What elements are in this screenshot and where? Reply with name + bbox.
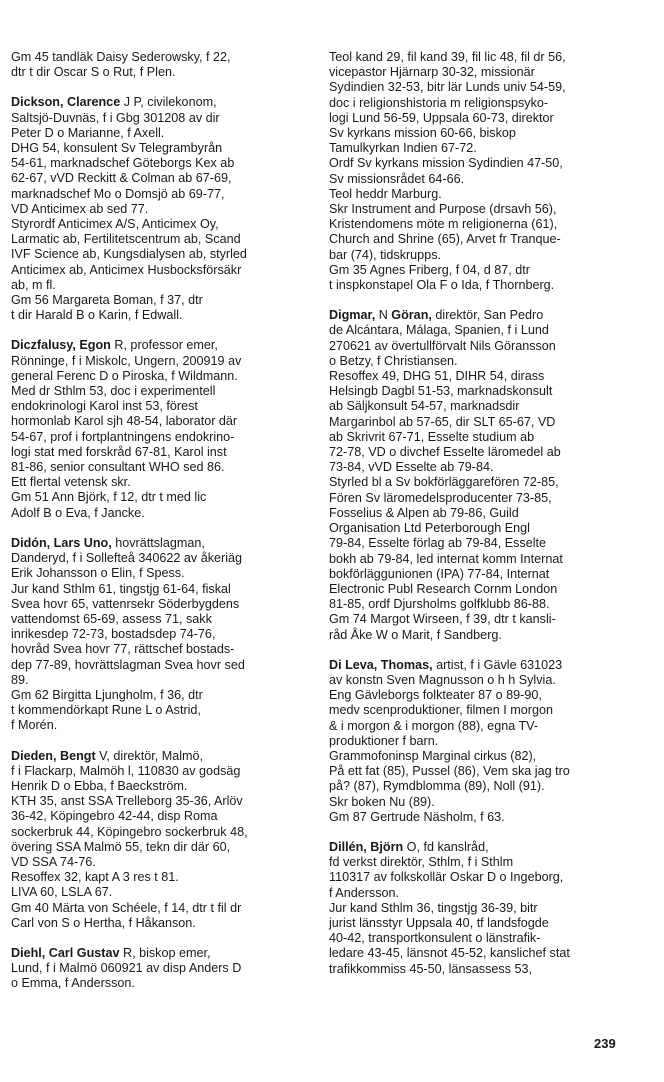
text-line <box>329 901 629 916</box>
entry-text: artist, f i Gävle 631023 <box>432 657 563 672</box>
entry-text: Organisation Ltd Peterborough Engl <box>329 521 530 536</box>
text-line <box>329 506 629 521</box>
text-line <box>329 779 629 794</box>
text-line <box>329 202 629 217</box>
text-line <box>329 399 629 414</box>
entry-text: Saltsjö-Duvnäs, f i Gbg 301208 av dir <box>11 110 220 125</box>
text-line <box>11 460 311 475</box>
entry-text: bar (74), tidskrupps. <box>329 247 441 262</box>
text-line <box>11 840 311 855</box>
text-line <box>11 490 311 505</box>
text-line <box>329 354 629 369</box>
text-line <box>329 141 629 156</box>
text-line <box>11 247 311 262</box>
text-line <box>11 809 311 824</box>
entry-text: Henrik D o Ebba, f Baeckström. <box>11 778 188 793</box>
entry-text: f Andersson. <box>329 885 400 900</box>
entry-text: Church and Shrine (65), Arvet fr Tranque- <box>329 232 561 247</box>
entry-text: jurist länsstyr Uppsala 40, tf landsfogde <box>329 915 549 930</box>
entry-text: 36-42, Köpingebro 42-44, disp Roma <box>11 809 218 824</box>
entry-text: o Emma, f Andersson. <box>11 976 135 991</box>
text-line <box>329 886 629 901</box>
text-line <box>329 946 629 961</box>
text-line <box>11 551 311 566</box>
entry-text: Helsingb Dagbl 51-53, marknadskonsult <box>329 384 553 399</box>
text-line <box>329 50 629 65</box>
text-line <box>11 156 311 171</box>
text-line <box>329 688 629 703</box>
entry-text: Gm 45 tandläk Daisy Sederowsky, f 22, <box>11 50 231 64</box>
entry-text: Teol heddr Marburg. <box>329 186 442 201</box>
text-line <box>11 566 311 581</box>
text-line <box>329 65 629 80</box>
entry-text: DHG 54, konsulent Sv Telegrambyrån <box>11 141 223 156</box>
entry-text: Styrordf Anticimex A/S, Anticimex Oy, <box>11 217 219 232</box>
entry-text: 54-67, prof i fortplantningens endokrino- <box>11 429 235 444</box>
biography-entry <box>329 50 629 293</box>
biography-entry <box>11 536 311 734</box>
entry-text: 89. <box>11 672 29 687</box>
entry-text: Danderyd, f i Sollefteå 340622 av åkeriäg <box>11 551 243 566</box>
entry-text: ab Skrivrit 67-71, Esselte studium ab <box>329 429 535 444</box>
entry-text: Carl von S o Hertha, f Håkanson. <box>11 915 196 930</box>
entry-text: fd verkst direktör, Sthlm, f i Sthlm <box>329 855 514 870</box>
text-line <box>329 673 629 688</box>
biography-entry <box>329 840 629 977</box>
text-line <box>11 688 311 703</box>
entry-text: logi stat med forskråd 67-81, Karol inst <box>11 444 227 459</box>
text-line <box>11 506 311 521</box>
entry-text: de Alcántara, Málaga, Spanien, f i Lund <box>329 323 549 338</box>
entry-text: t kommendörkapt Rune L o Astrid, <box>11 703 201 718</box>
text-line <box>329 552 629 567</box>
text-line <box>11 217 311 232</box>
biography-entry <box>11 338 311 520</box>
text-line <box>329 931 629 946</box>
text-line <box>329 156 629 171</box>
text-line <box>329 111 629 126</box>
entry-text: ab, m fl. <box>11 277 56 292</box>
text-line <box>11 855 311 870</box>
text-line <box>11 703 311 718</box>
text-line <box>11 976 311 991</box>
entry-text: O, fd kanslråd, <box>403 839 489 854</box>
entry-text: dep 77-89, hovrättslagman Svea hovr sed <box>11 657 245 672</box>
text-line <box>11 278 311 293</box>
text-line <box>11 65 311 80</box>
entry-text: Skr boken Nu (89). <box>329 794 435 809</box>
entry-text: direktör, San Pedro <box>431 308 544 323</box>
text-line <box>329 612 629 627</box>
entry-text: f Morén. <box>11 718 58 733</box>
entry-text: 79-84, Esselte förlag ab 79-84, Esselte <box>329 536 547 551</box>
text-line <box>11 658 311 673</box>
entry-text: Erik Johansson o Elin, f Spess. <box>11 566 185 581</box>
entry-text: Sv kyrkans mission 60-66, biskop <box>329 126 516 141</box>
entry-text: övering SSA Malmö 55, tekn dir där 60, <box>11 839 231 854</box>
entry-text: På ett fat (85), Pussel (86), Vem ska jag tro <box>329 764 570 779</box>
text-line <box>11 764 311 779</box>
text-line <box>11 901 311 916</box>
entry-text: bokh ab 79-84, led internat komm Internat <box>329 551 563 566</box>
biography-entry <box>11 95 311 323</box>
text-line <box>11 779 311 794</box>
text-line <box>11 202 311 217</box>
text-line <box>329 80 629 95</box>
entry-text: Jur kand Sthlm 61, tingstjg 61-64, fiskal <box>11 581 231 596</box>
entry-text: & i morgon & i morgon (88), egna TV- <box>329 718 539 733</box>
left-column <box>11 50 311 1007</box>
entry-text: Resoffex 49, DHG 51, DIHR 54, dirass <box>329 369 545 384</box>
text-line <box>329 278 629 293</box>
entry-text: logi Lund 56-59, Uppsala 60-73, direktor <box>329 110 554 125</box>
entry-text: doc i religionshistoria m religionspsyko- <box>329 95 549 110</box>
entry-text: produktioner f barn. <box>329 733 439 748</box>
entry-text: VD Anticimex ab sed 77. <box>11 201 149 216</box>
text-line <box>329 248 629 263</box>
entry-text: Lund, f i Malmö 060921 av disp Anders D <box>11 961 242 976</box>
text-line <box>329 810 629 825</box>
text-line <box>329 734 629 749</box>
entry-text: Ordf Sv kyrkans mission Sydindien 47-50, <box>329 156 563 171</box>
entry-text: Adolf B o Eva, f Jancke. <box>11 505 145 520</box>
entry-text: f i Flackarp, Malmöh l, 110830 av godsäg <box>11 763 241 778</box>
entry-text: ab Säljkonsult 54-57, marknadsdir <box>329 399 520 414</box>
text-line <box>11 263 311 278</box>
entry-text: 72-78, VD o divchef Esselte läromedel ab <box>329 445 561 460</box>
text-line <box>11 642 311 657</box>
text-line <box>11 445 311 460</box>
text-line <box>11 399 311 414</box>
entry-text: Gm 87 Gertrude Näsholm, f 63. <box>329 809 505 824</box>
text-line <box>329 870 629 885</box>
text-line <box>11 414 311 429</box>
entry-text: 110317 av folkskollär Oskar D o Ingeborg, <box>329 870 564 885</box>
text-line <box>329 172 629 187</box>
text-line <box>329 658 629 673</box>
text-line <box>329 962 629 977</box>
entry-text: Electronic Publ Research Cornm London <box>329 581 558 596</box>
text-line <box>11 338 311 353</box>
entry-text: Sydindien 32-53, bitr lär Lunds univ 54-59, <box>329 80 566 95</box>
entry-text: endokrinologi Karol inst 53, förest <box>11 399 198 414</box>
entry-text: 54-61, marknadschef Göteborgs Kex ab <box>11 156 235 171</box>
entry-name: Göran, <box>391 308 432 323</box>
text-line <box>329 491 629 506</box>
text-line <box>329 840 629 855</box>
entry-text: Tamulkyrkan Indien 67-72. <box>329 141 477 156</box>
text-line <box>329 460 629 475</box>
text-line <box>11 582 311 597</box>
entry-text: Teol kand 29, fil kand 39, fil lic 48, fil dr 56, <box>329 50 566 64</box>
text-line <box>329 384 629 399</box>
entry-text: vattendomst 65-69, assess 71, sakk <box>11 611 212 626</box>
entry-text: Margarinbol ab 57-65, dir SLT 65-67, VD <box>329 414 556 429</box>
entry-text: IVF Science ab, Kungsdialysen ab, styrled <box>11 247 247 262</box>
text-line <box>329 339 629 354</box>
entry-text: t inspkonstapel Ola F o Ida, f Thornberg. <box>329 278 555 293</box>
entry-text: marknadschef Mo o Domsjö ab 69-77, <box>11 186 225 201</box>
text-line <box>11 475 311 490</box>
entry-text: Fosselius & Alpen ab 79-86, Guild <box>329 505 519 520</box>
text-line <box>11 187 311 202</box>
entry-text: Skr Instrument and Purpose (drsavh 56), <box>329 202 557 217</box>
entry-text: trafikkommiss 45-50, länsassess 53, <box>329 961 532 976</box>
text-line <box>11 718 311 733</box>
text-line <box>11 961 311 976</box>
entry-text: Anticimex ab, Anticimex Husbocksförsäkr <box>11 262 242 277</box>
text-line <box>329 430 629 445</box>
entry-name: Diehl, Carl Gustav <box>11 945 120 960</box>
entry-name: Dickson, Clarence <box>11 95 121 110</box>
entry-text: inrikesdep 72-73, bostadsdep 74-76, <box>11 627 216 642</box>
text-line <box>329 126 629 141</box>
biography-entry <box>11 946 311 992</box>
entry-name: Diczfalusy, Egon <box>11 338 111 353</box>
entry-text: av konstn Sven Magnusson o h h Sylvia. <box>329 672 556 687</box>
entry-name: Di Leva, Thomas, <box>329 657 433 672</box>
entry-text: KTH 35, anst SSA Trelleborg 35-36, Arlöv <box>11 794 243 809</box>
text-line <box>11 612 311 627</box>
text-line <box>329 217 629 232</box>
biography-entry <box>11 749 311 931</box>
entry-name: Digmar, <box>329 308 376 323</box>
entry-text: 81-86, senior consultant WHO sed 86. <box>11 460 225 475</box>
entry-text: Larmatic ab, Fertilitetscentrum ab, Scand <box>11 232 241 247</box>
text-line <box>11 916 311 931</box>
entry-text: Rönninge, f i Miskolc, Ungern, 200919 av <box>11 353 242 368</box>
text-line <box>329 415 629 430</box>
entry-text: 40-42, transportkonsulent o länstrafik- <box>329 931 541 946</box>
entry-text: R, professor emer, <box>110 338 218 353</box>
entry-text: Gm 74 Margot Wirseen, f 39, dtr t kansli- <box>329 612 556 627</box>
text-line <box>11 597 311 612</box>
text-line <box>329 597 629 612</box>
entry-text: Kristendomens möte m religionerna (61), <box>329 217 558 232</box>
entry-text: LIVA 60, LSLA 67. <box>11 885 113 900</box>
entry-text: dtr t dir Oscar S o Rut, f Plen. <box>11 65 176 80</box>
text-line <box>329 582 629 597</box>
text-line <box>329 263 629 278</box>
text-line <box>329 749 629 764</box>
text-line <box>11 50 311 65</box>
text-line <box>329 521 629 536</box>
entry-text: Peter D o Marianne, f Axell. <box>11 125 165 140</box>
text-line <box>329 475 629 490</box>
entry-name: Dieden, Bengt <box>11 748 96 763</box>
biography-entry <box>329 308 629 642</box>
text-line <box>11 536 311 551</box>
text-line <box>11 430 311 445</box>
entry-text: Gm 40 Märta von Schéele, f 14, dtr t fil dr <box>11 900 242 915</box>
entry-text: Grammofoninsp Marginal cirkus (82), <box>329 748 537 763</box>
entry-text: Svea hovr 65, vattenrsekr Söderbygdens <box>11 596 240 611</box>
text-line <box>11 232 311 247</box>
text-line <box>329 795 629 810</box>
entry-text: J P, civilekonom, <box>120 95 217 110</box>
text-line <box>11 794 311 809</box>
entry-text: 62-67, vVD Reckitt & Colman ab 67-69, <box>11 171 232 186</box>
entry-text: Gm 56 Margareta Boman, f 37, dtr <box>11 293 203 308</box>
text-line <box>11 354 311 369</box>
entry-text: 270621 av övertullförvalt Nils Göransson <box>329 338 556 353</box>
text-line <box>11 384 311 399</box>
entry-text: på? (87), Rymdblomma (89), Noll (91). <box>329 779 545 794</box>
entry-text: Resoffex 32, kapt A 3 res t 81. <box>11 870 179 885</box>
entry-text: Gm 35 Agnes Friberg, f 04, d 87, dtr <box>329 262 530 277</box>
entry-text: Gm 51 Ann Björk, f 12, dtr t med lic <box>11 490 207 505</box>
text-line <box>11 885 311 900</box>
text-line <box>329 445 629 460</box>
entry-text: VD SSA 74-76. <box>11 854 96 869</box>
text-line <box>11 673 311 688</box>
entry-text: Styrled bl a Sv bokförläggarefören 72-85, <box>329 475 559 490</box>
text-line <box>11 293 311 308</box>
text-line <box>329 308 629 323</box>
entry-name: Dillén, Björn <box>329 839 404 854</box>
entry-text: Med dr Sthlm 53, doc i experimentell <box>11 384 216 399</box>
text-line <box>11 870 311 885</box>
text-line <box>329 855 629 870</box>
entry-text: V, direktör, Malmö, <box>95 748 203 763</box>
entry-text: R, biskop emer, <box>119 945 211 960</box>
entry-text: hormonlab Karol sjh 48-54, laborator där <box>11 414 238 429</box>
entry-text: Ett flertal vetensk skr. <box>11 475 131 490</box>
entry-text: vicepastor Hjärnarp 30-32, missionär <box>329 65 535 80</box>
entry-text: ledare 43-45, länsnot 45-52, kanslichef stat <box>329 946 570 961</box>
entry-text: 73-84, vVD Esselte ab 79-84. <box>329 460 494 475</box>
biography-entry <box>329 658 629 825</box>
text-line <box>329 187 629 202</box>
text-line <box>11 308 311 323</box>
entry-text: Eng Gävleborgs folkteater 87 o 89-90, <box>329 688 542 703</box>
entry-text: o Betzy, f Christiansen. <box>329 353 458 368</box>
entry-text: Fören Sv läromedelsproducenter 73-85, <box>329 490 552 505</box>
text-line <box>329 764 629 779</box>
text-line <box>329 369 629 384</box>
text-line <box>11 825 311 840</box>
text-line <box>11 749 311 764</box>
entry-text: hovråd Svea hovr 77, rättschef bostads- <box>11 642 235 657</box>
text-line <box>11 627 311 642</box>
text-line <box>329 567 629 582</box>
right-column <box>329 50 629 992</box>
entry-text: Gm 62 Birgitta Ljungholm, f 36, dtr <box>11 687 203 702</box>
text-line <box>329 703 629 718</box>
entry-text: medv scenproduktioner, filmen I morgon <box>329 703 553 718</box>
text-line <box>11 126 311 141</box>
text-line <box>329 536 629 551</box>
entry-text: hovrättslagman, <box>111 535 205 550</box>
entry-text: råd Åke W o Marit, f Sandberg. <box>329 627 502 642</box>
page-number: 239 <box>594 1036 616 1051</box>
text-line <box>11 946 311 961</box>
text-line <box>11 95 311 110</box>
text-line <box>11 111 311 126</box>
text-line <box>329 232 629 247</box>
entry-text: Sv missionsrådet 64-66. <box>329 171 465 186</box>
text-line <box>329 916 629 931</box>
text-line <box>11 369 311 384</box>
biography-entry <box>11 50 311 80</box>
entry-text: general Ferenc D o Piroska, f Wildmann. <box>11 368 238 383</box>
text-line <box>11 141 311 156</box>
text-line <box>11 171 311 186</box>
entry-text: N <box>375 308 392 323</box>
text-line <box>329 628 629 643</box>
entry-text: Jur kand Sthlm 36, tingstjg 36-39, bitr <box>329 900 538 915</box>
entry-text: sockerbruk 44, Köpingebro sockerbruk 48, <box>11 824 248 839</box>
entry-name: Didón, Lars Uno, <box>11 535 112 550</box>
text-line <box>329 96 629 111</box>
entry-text: bokförläggunionen (IPA) 77-84, Internat <box>329 566 550 581</box>
text-line <box>329 719 629 734</box>
entry-text: t dir Harald B o Karin, f Edwall. <box>11 308 183 323</box>
entry-text: 81-85, ordf Djursholms golfklubb 86-88. <box>329 597 550 612</box>
text-line <box>329 323 629 338</box>
